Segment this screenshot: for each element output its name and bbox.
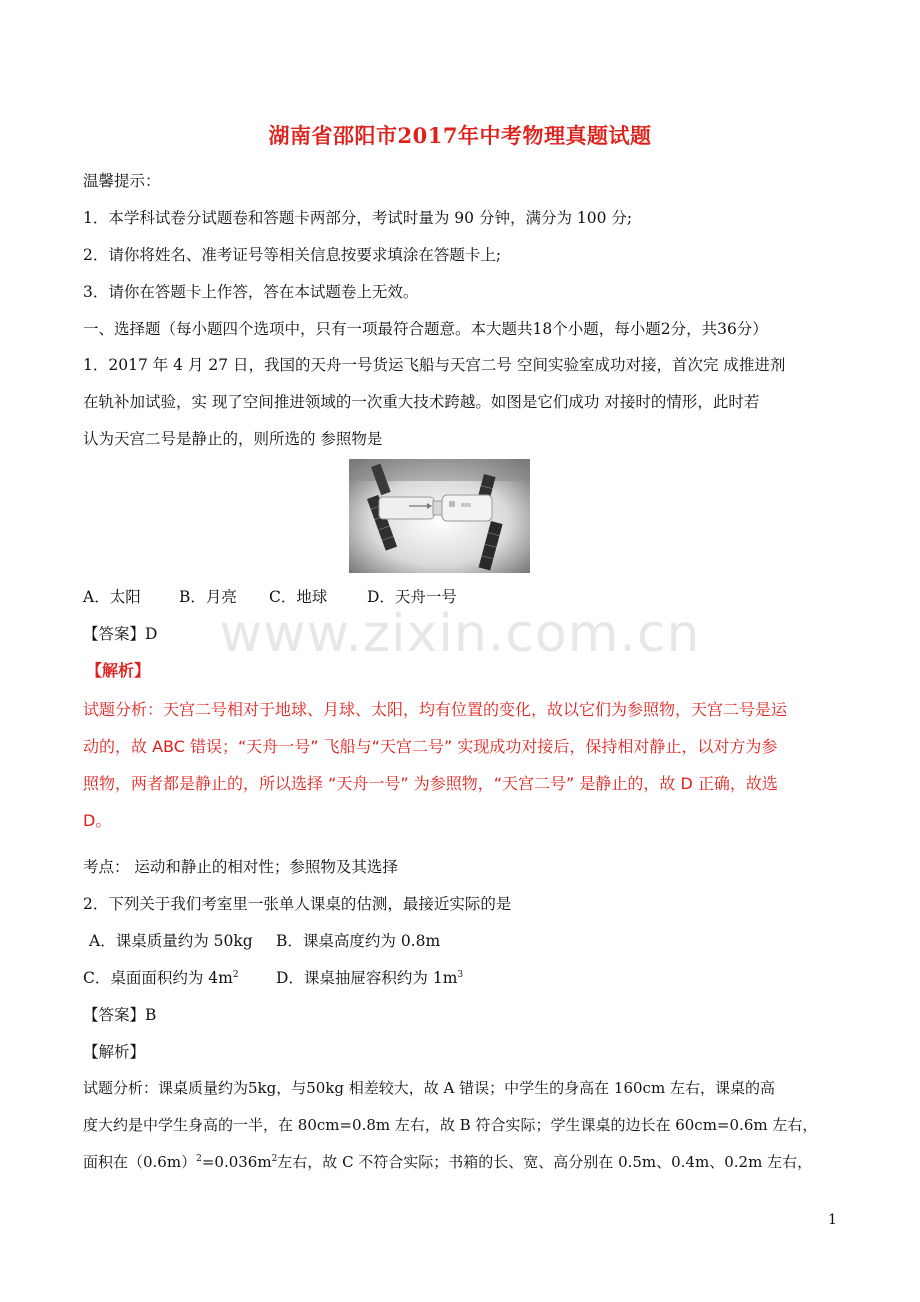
q2-option-c-text: C．桌面面积约为 4m: [83, 969, 233, 987]
superscript: 2: [196, 1154, 202, 1164]
q1-option-b: B．月亮: [179, 588, 237, 606]
spacecraft-docking-image: [349, 459, 530, 573]
watermark: www.zixin.com.cn: [219, 604, 701, 664]
q1-analysis-line: 照物，两者都是静止的，所以选择 “天舟一号” 为参照物，“天宫二号” 是静止的，故 D 正确，故选: [83, 774, 778, 793]
page-number: 1: [828, 1212, 837, 1228]
tip-item-1: 1．本学科试卷分试题卷和答题卡两部分，考试时量为 90 分钟，满分为 100 分;: [83, 209, 633, 227]
q2-analysis-text: 左右，故 C 不符合实际；书箱的长、宽、高分别在 0.5m、0.4m、0.2m 左右，: [277, 1153, 813, 1171]
superscript: 2: [271, 1154, 278, 1164]
q2-options-row-2: [83, 966, 463, 988]
tip-item-2: 2．请你将姓名、准考证号等相关信息按要求填涂在答题卡上;: [83, 246, 502, 264]
q2-option-d-text: D．课桌抽屉容积约为 1m: [276, 969, 458, 987]
tip-item-3: 3．请你在答题卡上作答，答在本试题卷上无效。: [83, 283, 419, 301]
q2-option-a: A．课桌质量约为 50kg: [89, 932, 253, 950]
q2-analysis-line: 度大约是中学生身高的一半，在 80cm=0.8m 左右，故 B 符合实际；学生课桌的边长在 60cm=0.6m 左右，: [83, 1116, 818, 1134]
q1-analysis-line: 试题分析：天宫二号相对于地球、月球、太阳，均有位置的变化，故以它们为参照物，天宫二号是运: [83, 700, 788, 719]
q2-analysis-line: [83, 1151, 812, 1172]
superscript: 2: [232, 969, 239, 980]
q1-kaodian: 考点： 运动和静止的相对性；参照物及其选择: [83, 858, 398, 876]
q2-option-b: B．课桌高度约为 0.8m: [276, 932, 441, 950]
q2-option-c: [83, 966, 276, 988]
q2-stem: 2．下列关于我们考室里一张单人课桌的估测，最接近实际的是: [83, 895, 512, 913]
q2-option-d: [276, 969, 463, 987]
q2-analysis-title: 【解析】: [83, 1043, 146, 1061]
q1-option-c: C．地球: [269, 588, 328, 606]
q1-analysis-line: 动的，故 ABC 错误；“天舟一号” 飞船与“天宫二号” 实现成功对接后，保持相对静止，以对方为参: [83, 737, 778, 756]
q2-answer: 【答案】B: [83, 1006, 157, 1024]
q2-analysis-text: =0.036m: [201, 1153, 272, 1171]
q1-stem-line: 认为天宫二号是静止的，则所选的 参照物是: [83, 430, 383, 448]
q2-options-row-1: [89, 929, 440, 951]
q1-analysis-line: D。: [83, 811, 112, 830]
page-title: 湖南省邵阳市2017年中考物理真题试题: [268, 123, 652, 148]
q2-analysis-line: 试题分析：课桌质量约为5kg，与50kg 相差较大，故 A 错误；中学生的身高在 160cm 左右，课桌的高: [83, 1079, 775, 1097]
q1-answer: 【答案】D: [83, 625, 158, 643]
q1-stem-line: 在轨补加试验，实 现了空间推进领域的一次重大技术跨越。如图是它们成功 对接时的情形，此时若: [83, 393, 760, 411]
q2-analysis-text: 面积在（0.6m）: [83, 1153, 197, 1171]
superscript: 3: [457, 969, 464, 980]
q1-option-d: D．天舟一号: [367, 588, 457, 606]
q1-option-a: A．太阳: [83, 588, 141, 606]
tips-heading: 温馨提示：: [83, 172, 161, 190]
section-heading: 一、选择题（每小题四个选项中，只有一项最符合题意。本大题共18个小题，每小题2分，共36分）: [83, 320, 768, 338]
q1-analysis-title: 【解析】: [86, 661, 151, 680]
q1-stem-line: 1．2017 年 4 月 27 日，我国的天舟一号货运飞船与天宫二号 空间实验室成功对接，首次完 成推进剂: [83, 356, 786, 374]
